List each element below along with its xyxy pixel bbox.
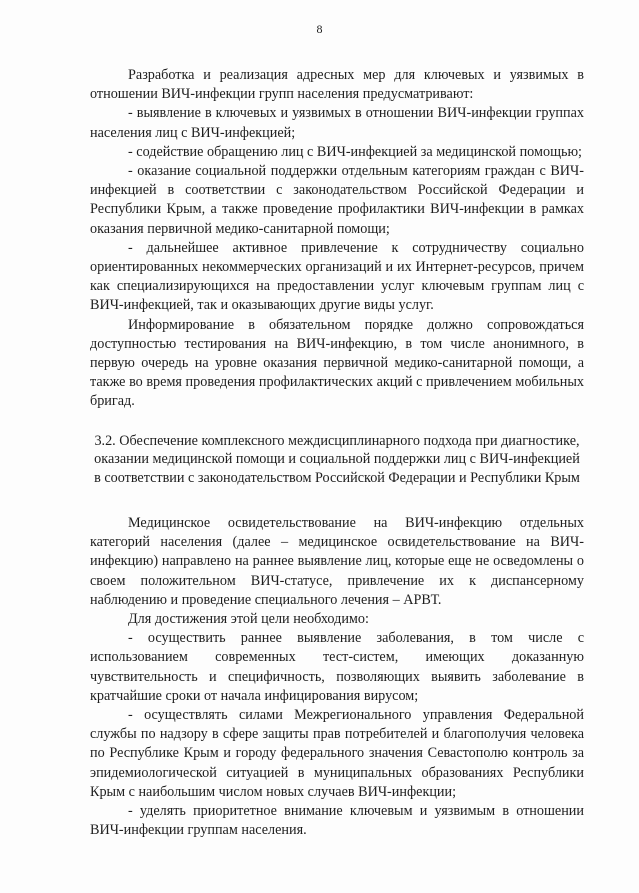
list-item: - выявление в ключевых и уязвимых в отношении ВИЧ-инфекции группах населения лиц с ВИЧ-инфекцией;	[90, 105, 584, 141]
paragraph-measures-intro: Разработка и реализация адресных мер для ключевых и уязвимых в отношении ВИЧ-инфекции групп населения предусматривают:	[90, 67, 584, 103]
list-item: - осуществить раннее выявление заболевания, в том числе с использованием современных тест-систем, имеющих доказанную чувствительность и специфичность, позволяющих выявить заболевание в кратчайшие сроки от начала инфицирования вирусом;	[90, 630, 584, 704]
paragraph-medical-examination: Медицинское освидетельствование на ВИЧ-инфекцию отдельных категорий населения (далее – медицинское освидетельствование на ВИЧ-инфекцию) направлено на раннее выявление лиц, которые еще не осведомлены о своем положительном ВИЧ-статусе, привлечение их к диспансерному наблюдению и проведение специального лечения – АРВТ.	[90, 515, 584, 608]
section-heading: 3.2. Обеспечение комплексного междисциплинарного подхода при диагностике, оказании медицинской помощи и социальной поддержки лиц с ВИЧ-инфекцией в соответствии с законодательством Российской Федерации и Республики Крым	[94, 432, 580, 487]
list-item: - дальнейшее активное привлечение к сотрудничеству социально ориентированных некоммерческих организаций и их Интернет-ресурсов, причем как специализирующихся на предоставлении услуг ключевым группам лиц с ВИЧ-инфекцией, так и оказывающих другие виды услуг.	[90, 239, 584, 314]
list-item: - оказание социальной поддержки отдельным категориям граждан с ВИЧ-инфекцией в соответствии с законодательством Российской Федерации и Республики Крым, а также проведение профилактики ВИЧ-инфекции в рамках оказания первичной медико-санитарной помощи;	[90, 163, 584, 237]
document-body	[90, 66, 584, 841]
list-item: - содействие обращению лиц с ВИЧ-инфекцией за медицинской помощью;	[128, 143, 582, 160]
list-item: - уделять приоритетное внимание ключевым и уязвимым в отношении ВИЧ-инфекции группам населения.	[90, 803, 584, 839]
page-number: 8	[316, 22, 323, 36]
list-item: - осуществлять силами Межрегионального управления Федеральной службы по надзору в сфере защиты прав потребителей и благополучия человека по Республике Крым и городу федерального значения Севастополю контроль за эпидемиологической ситуацией в муниципальных образованиях Республики Крым с наибольшим числом новых случаев ВИЧ-инфекции;	[90, 707, 584, 800]
paragraph-informing: Информирование в обязательном порядке должно сопровождаться доступностью тестирования на ВИЧ-инфекцию, в том числе анонимного, в первую очередь на уровне оказания первичной медико-санитарной помощи, а также во время проведения профилактических акций с привлечением мобильных бригад.	[90, 316, 584, 410]
paragraph-goal-lead: Для достижения этой цели необходимо:	[128, 611, 369, 628]
